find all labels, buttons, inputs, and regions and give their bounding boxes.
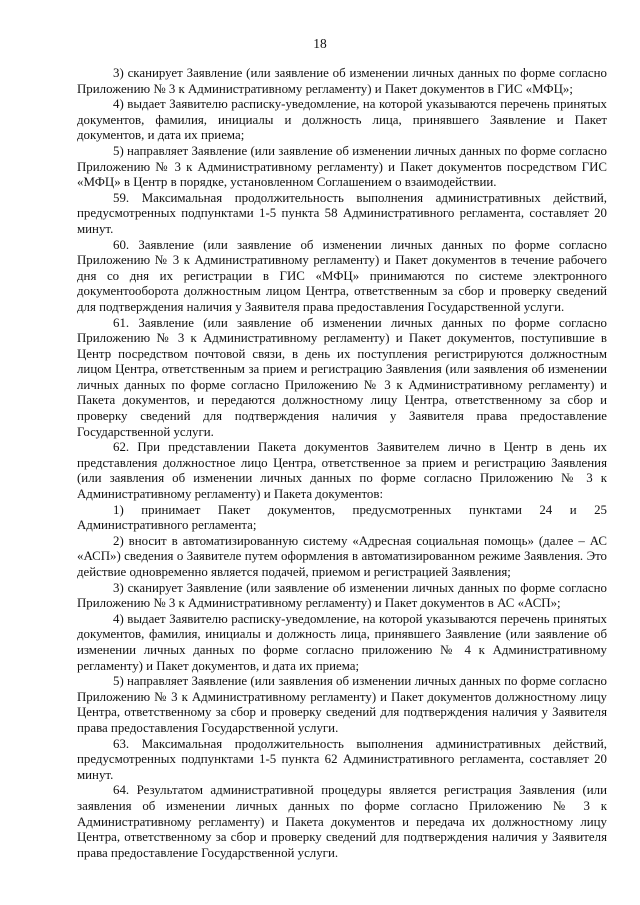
paragraph-item-5-send: 5) направляет Заявление (или заявление об изменении личных данных по форме согласно Приложению № 3 к Административному регламенту) и Пакет документов посредством ГИС «МФЦ» в Центр в порядке, установленном Соглашением о взаимодействии. xyxy=(77,143,607,190)
paragraph-62-item-2: 2) вносит в автоматизированную систему «Адресная социальная помощь» (далее – АС «АСП») сведения о Заявителе путем оформления в автоматизированном режиме Заявления. Это действие одновременно является подачей, приемом и регистрацией Заявления; xyxy=(77,533,607,579)
paragraph-61: 61. Заявление (или заявление об изменении личных данных по форме согласно Приложению № 3 к Административному регламенту) и Пакет документов, поступившие в Центр посредством почтовой связи, в день их поступления регистрируются должностным лицом Центра, ответственным за прием и регистрацию Заявления (или заявления об изменении личных данных по форме согласно Приложению № 3 к Административному регламенту) и Пакета документов, и передаются должностному лицу Центра, ответственному за сбор и проверку сведений для подтверждения наличия у Заявителя права предоставление Государственной услуги. xyxy=(77,315,607,439)
paragraph-63: 63. Максимальная продолжительность выполнения административных действий, предусмотренных подпунктами 1-5 пункта 62 Административного регламента, составляет 20 минут. xyxy=(77,736,607,782)
page-number: 18 xyxy=(313,36,327,51)
paragraph-item-3-scan: 3) сканирует Заявление (или заявление об изменении личных данных по форме согласно Приложению № 3 к Административному регламенту) и Пакет документов в ГИС «МФЦ»; xyxy=(77,66,607,96)
paragraph-item-4-receipt: 4) выдает Заявителю расписку-уведомление, на которой указываются перечень принятых документов, фамилия, инициалы и должность лица, принявшего Заявление и Пакет документов, и дата их приема; xyxy=(77,97,607,143)
paragraph-62-item-1: 1) принимает Пакет документов, предусмотренных пунктами 24 и 25 Административного регламента; xyxy=(77,502,607,533)
paragraph-64: 64. Результатом административной процедуры является регистрация Заявления (или заявления об изменении личных данных по форме согласно Приложению № 3 к Административному регламенту) и Пакета документов и передача их должностному лицу Центра, ответственному за сбор и проверку сведений для подтверждения наличия у Заявителя права предоставление Государственной услуги. xyxy=(77,783,607,860)
paragraph-59: 59. Максимальная продолжительность выполнения административных действий, предусмотренных подпунктами 1-5 пункта 58 Административного регламента, составляет 20 минут. xyxy=(77,190,607,236)
paragraph-62-item-5: 5) направляет Заявление (или заявления об изменении личных данных по форме согласно Приложению № 3 к Административному регламенту) и Пакет документов должностному лицу Центра, ответственному за сбор и проверку сведений для подтверждения наличия у Заявителя права предоставления Государственной услуги. xyxy=(77,674,607,735)
paragraph-62-item-4: 4) выдает Заявителю расписку-уведомление, на которой указываются перечень принятых документов, фамилия, инициалы и должность лица, принявшего Заявление (или заявление об изменении личных данных по форме согласно приложению № 4 к Административному регламенту) и Пакет документов, и дата их приема; xyxy=(77,611,607,673)
paragraph-62: 62. При представлении Пакета документов Заявителем лично в Центр в день их представления должностное лицо Центра, ответственное за прием и регистрацию Заявления (или заявления об изменении личных данных по форме согласно Приложению № 3 к Административному регламенту) и Пакета документов: xyxy=(77,440,607,502)
paragraph-62-item-3: 3) сканирует Заявление (или заявление об изменении личных данных по форме согласно Приложению № 3 к Административному регламенту) и Пакет документов в АС «АСП»; xyxy=(77,580,607,611)
paragraph-60: 60. Заявление (или заявление об изменении личных данных по форме согласно Приложению № 3 к Административному регламенту) и Пакет документов в течение рабочего дня со дня их регистрации в ГИС «МФЦ» принимаются по системе электронного документооборота должностным лицом Центра, ответственным за сбор и проверку сведений для подтверждения наличия у Заявителя права предоставления Государственной услуги. xyxy=(77,237,607,314)
document-body xyxy=(77,66,607,861)
